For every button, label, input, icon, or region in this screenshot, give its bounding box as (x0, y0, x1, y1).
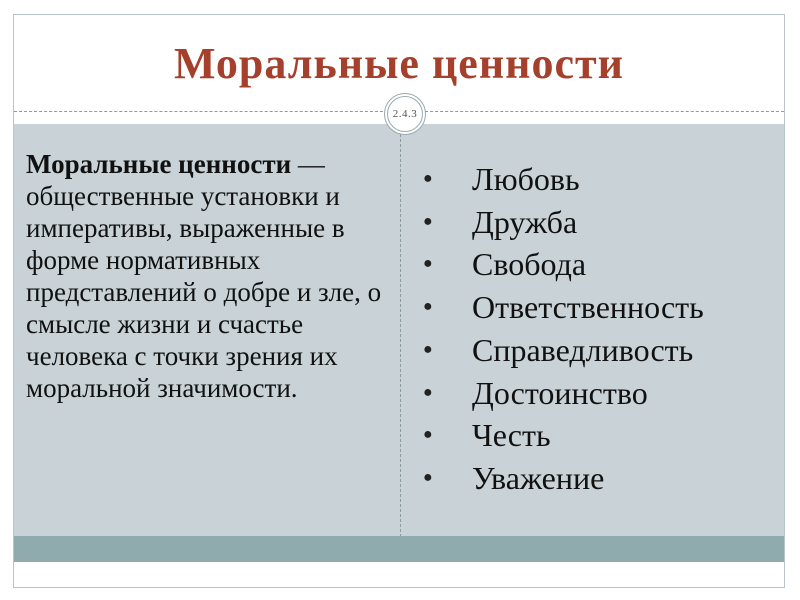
list-item-label: Свобода (472, 246, 587, 283)
section-badge (384, 93, 426, 135)
list-item-label: Уважение (472, 459, 605, 496)
definition-term: Моральные ценности (26, 149, 292, 179)
list-item (419, 158, 704, 201)
column-divider (400, 124, 401, 562)
list-item-label: Дружба (472, 203, 578, 240)
list-item (419, 414, 704, 457)
bullet-icon: ● (423, 255, 433, 273)
list-item-label: Любовь (472, 161, 580, 197)
list-item (419, 286, 704, 329)
bullet-icon: ● (423, 468, 433, 486)
bullet-icon: ● (423, 212, 433, 230)
content-area (14, 124, 784, 562)
list-item (419, 457, 704, 500)
list-item (419, 201, 704, 244)
slide (13, 14, 785, 588)
list-item (419, 329, 704, 372)
list-item-label: Честь (472, 417, 551, 454)
slide-title: Моральные ценности (173, 39, 625, 88)
bullet-icon: ● (423, 298, 433, 316)
definition-body: — общественные установки и императивы, выраженные в форме нормативных представлений о добре и зле, о смысле жизни и счастье человека с точки зрения их моральной значимости. (26, 149, 382, 403)
footer-bar (14, 536, 784, 562)
list-item (419, 243, 704, 286)
definition-text (26, 148, 396, 404)
values-list (419, 158, 704, 500)
list-item-label: Справедливость (472, 331, 694, 368)
bullet-icon: ● (423, 383, 433, 401)
list-item-label: Достоинство (472, 374, 648, 411)
bullet-icon: ● (423, 340, 433, 358)
bullet-icon: ● (423, 426, 433, 444)
list-item (419, 372, 704, 415)
list-item-label: Ответственность (472, 289, 704, 326)
section-number: 2.4.3 (387, 96, 423, 132)
bullet-icon: ● (423, 170, 433, 187)
